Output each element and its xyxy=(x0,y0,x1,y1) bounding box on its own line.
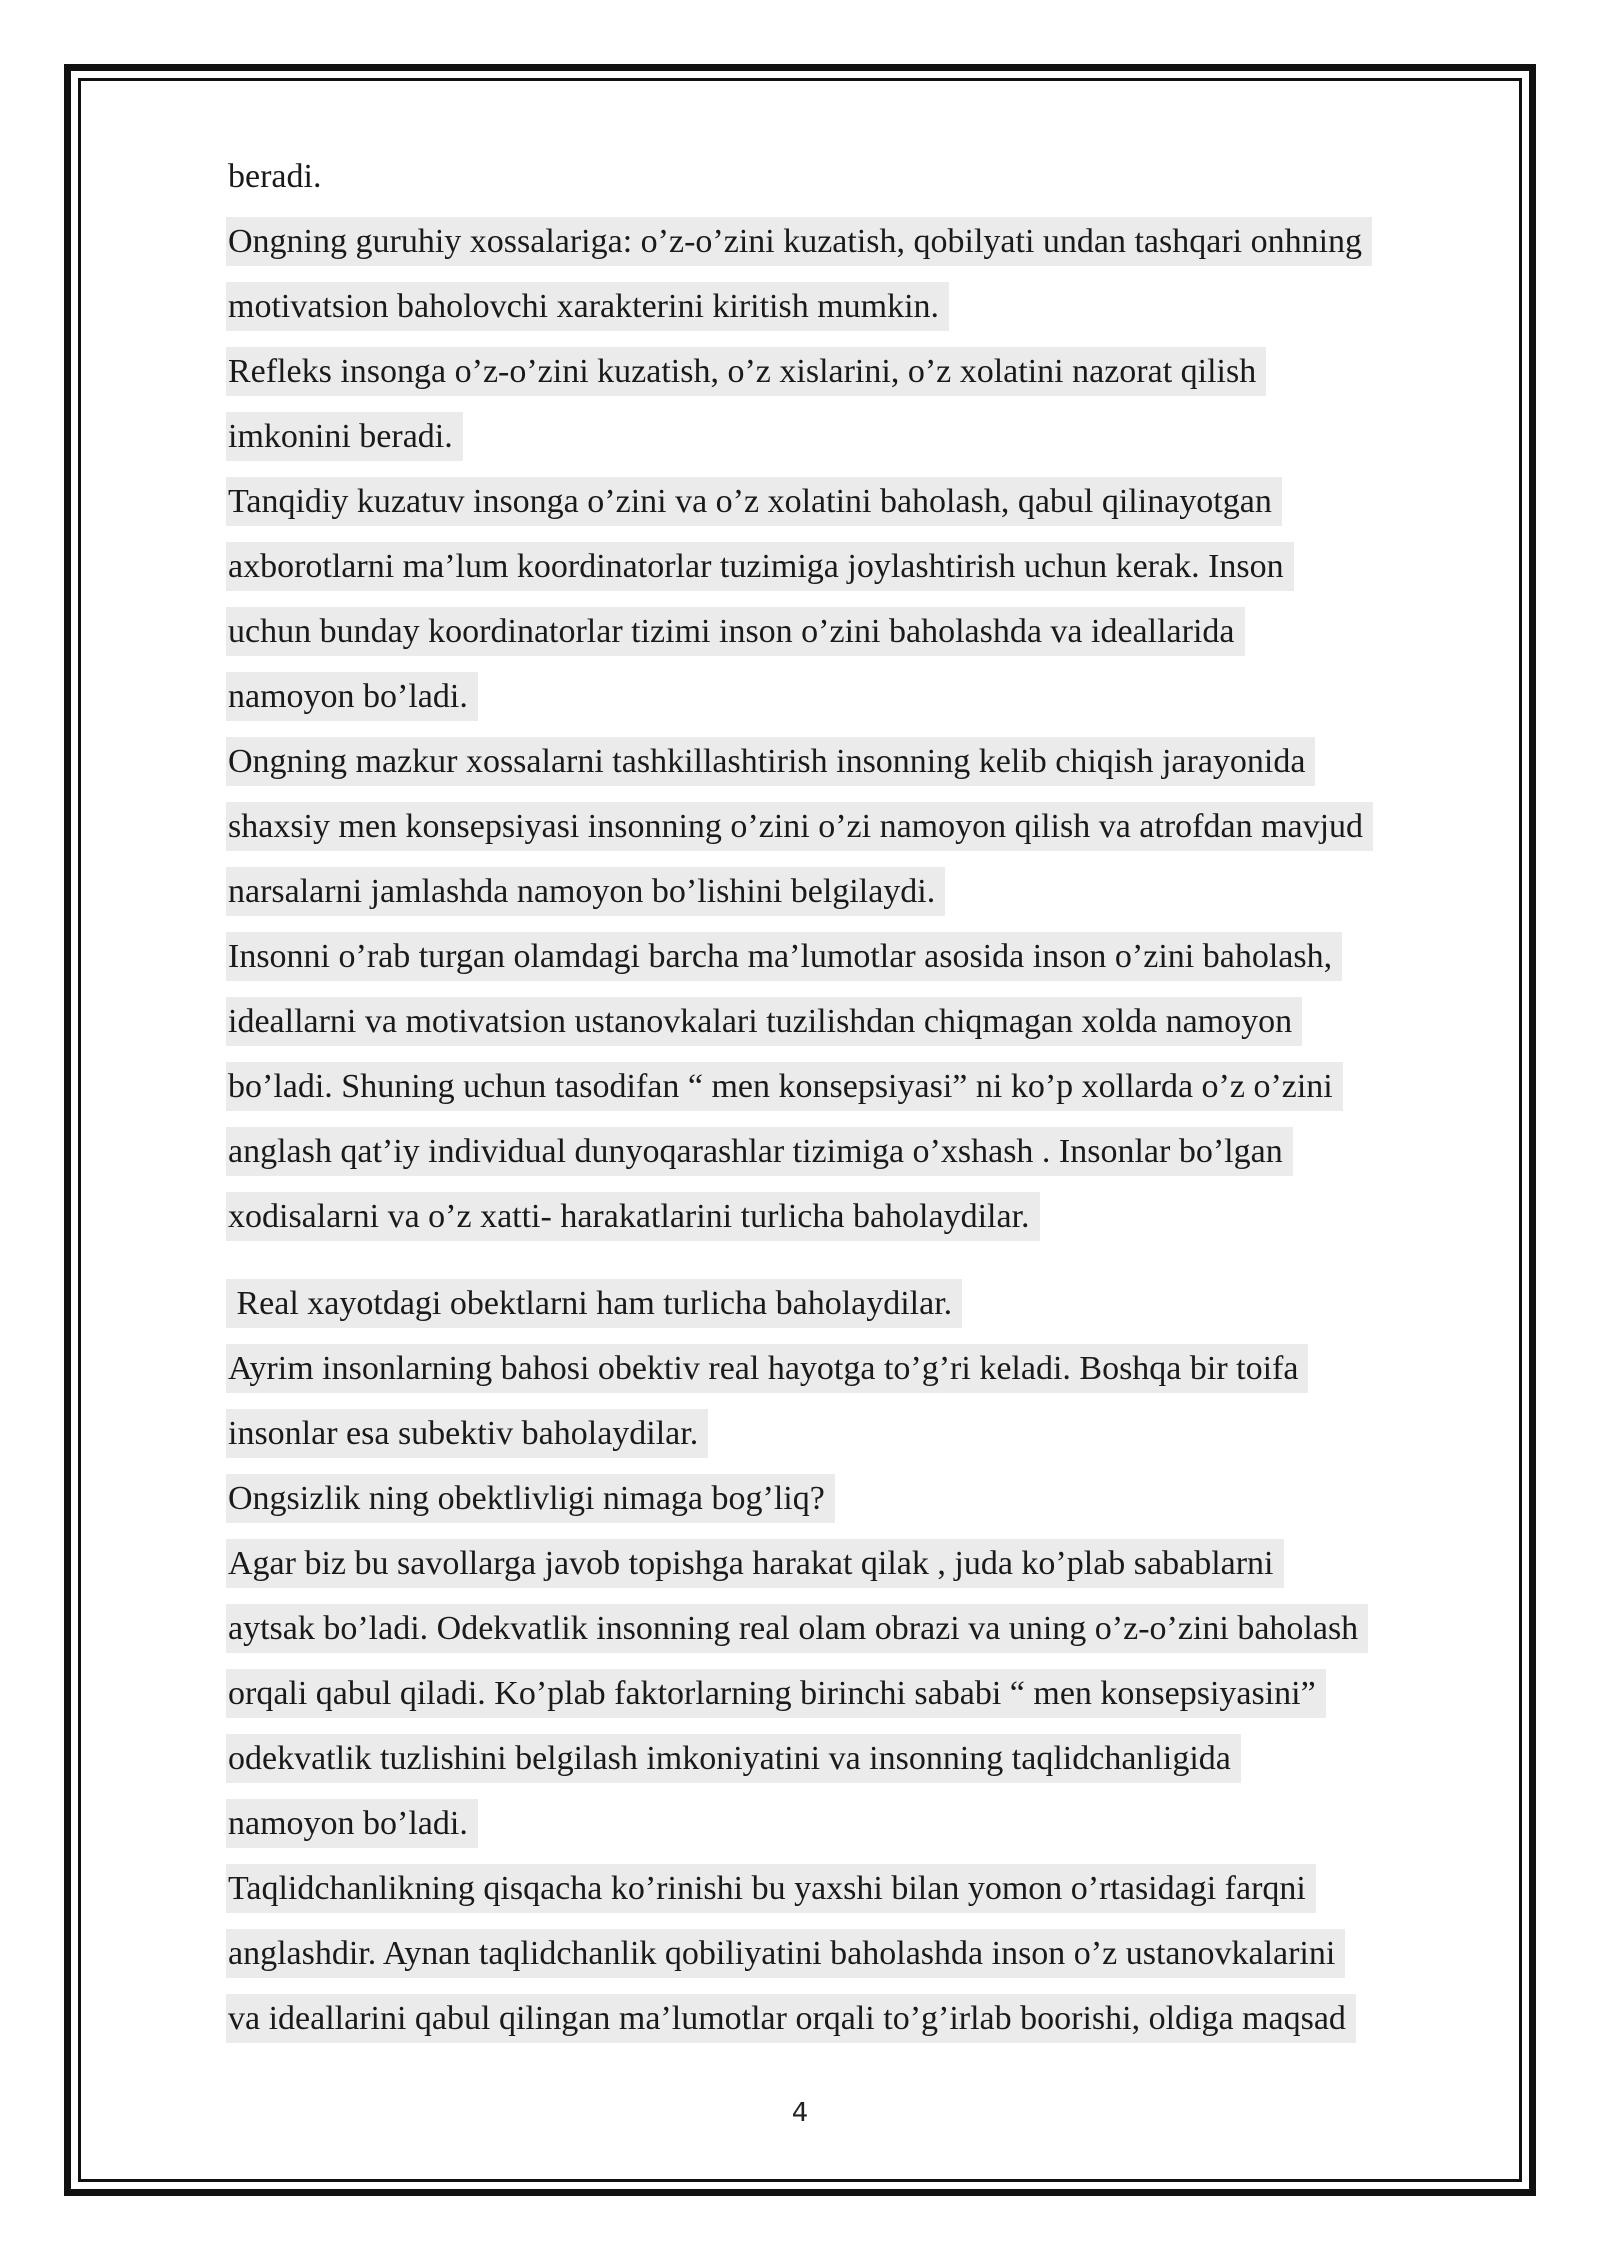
text-line: Ongsizlik ning obektlivligi nimaga bog’liq? xyxy=(226,1466,1526,1531)
text-line: Refleks insonga o’z-o’zini kuzatish, o’z xislarini, o’z xolatini nazorat qilish xyxy=(226,339,1526,404)
text-line: motivatsion baholovchi xarakterini kiritish mumkin. xyxy=(226,274,1526,339)
text-line: anglashdir. Aynan taqlidchanlik qobiliyatini baholashda inson o’z ustanovkalarini xyxy=(226,1921,1526,1986)
text-line: bo’ladi. Shuning uchun tasodifan “ men konsepsiyasi” ni ko’p xollarda o’z o’zini xyxy=(226,1054,1526,1119)
page-number: 4 xyxy=(791,2098,809,2128)
text-line: Ongning guruhiy xossalariga: o’z-o’zini kuzatish, qobilyati undan tashqari onhning xyxy=(226,209,1526,274)
text-line: beradi. xyxy=(228,158,322,195)
text-line: insonlar esa subektiv baholaydilar. xyxy=(226,1401,1526,1466)
text-line: anglash qat’iy individual dunyoqarashlar tizimiga o’xshash . Insonlar bo’lgan xyxy=(226,1119,1526,1184)
document-body xyxy=(226,144,1526,2051)
text-line: Taqlidchanlikning qisqacha ko’rinishi bu yaxshi bilan yomon o’rtasidagi farqni xyxy=(226,1856,1526,1921)
text-line: orqali qabul qiladi. Ko’plab faktorlarning birinchi sababi “ men konsepsiyasini” xyxy=(226,1661,1526,1726)
text-line: odekvatlik tuzlishini belgilash imkoniyatini va insonning taqlidchanligida xyxy=(226,1726,1526,1791)
text-line: namoyon bo’ladi. xyxy=(226,664,1526,729)
text-line: shaxsiy men konsepsiyasi insonning o’zini o’zi namoyon qilish va atrofdan mavjud xyxy=(226,794,1526,859)
text-line: Tanqidiy kuzatuv insonga o’zini va o’z xolatini baholash, qabul qilinayotgan xyxy=(226,469,1526,534)
text-line: Real xayotdagi obektlarni ham turlicha baholaydilar. xyxy=(226,1271,1526,1336)
text-line: Agar biz bu savollarga javob topishga harakat qilak , juda ko’plab sabablarni xyxy=(226,1531,1526,1596)
text-line: imkonini beradi. xyxy=(226,404,1526,469)
text-line: narsalarni jamlashda namoyon bo’lishini belgilaydi. xyxy=(226,859,1526,924)
text-line: Insonni o’rab turgan olamdagi barcha ma’lumotlar asosida inson o’zini baholash, xyxy=(226,924,1526,989)
text-line: va ideallarini qabul qilingan ma’lumotlar orqali to’g’irlab boorishi, oldiga maqsad xyxy=(226,1986,1526,2051)
text-line: uchun bunday koordinatorlar tizimi inson o’zini baholashda va ideallarida xyxy=(226,599,1526,664)
text-line: Ayrim insonlarning bahosi obektiv real hayotga to’g’ri keladi. Boshqa bir toifa xyxy=(226,1336,1526,1401)
text-line: Ongning mazkur xossalarni tashkillashtirish insonning kelib chiqish jarayonida xyxy=(226,729,1526,794)
paragraph-gap xyxy=(226,1249,1526,1271)
text-line: aytsak bo’ladi. Odekvatlik insonning real olam obrazi va uning o’z-o’zini baholash xyxy=(226,1596,1526,1661)
text-line: ideallarni va motivatsion ustanovkalari tuzilishdan chiqmagan xolda namoyon xyxy=(226,989,1526,1054)
text-line: namoyon bo’ladi. xyxy=(226,1791,1526,1856)
text-line: xodisalarni va o’z xatti- harakatlarini turlicha baholaydilar. xyxy=(226,1184,1526,1249)
text-line: axborotlarni ma’lum koordinatorlar tuzimiga joylashtirish uchun kerak. Inson xyxy=(226,534,1526,599)
